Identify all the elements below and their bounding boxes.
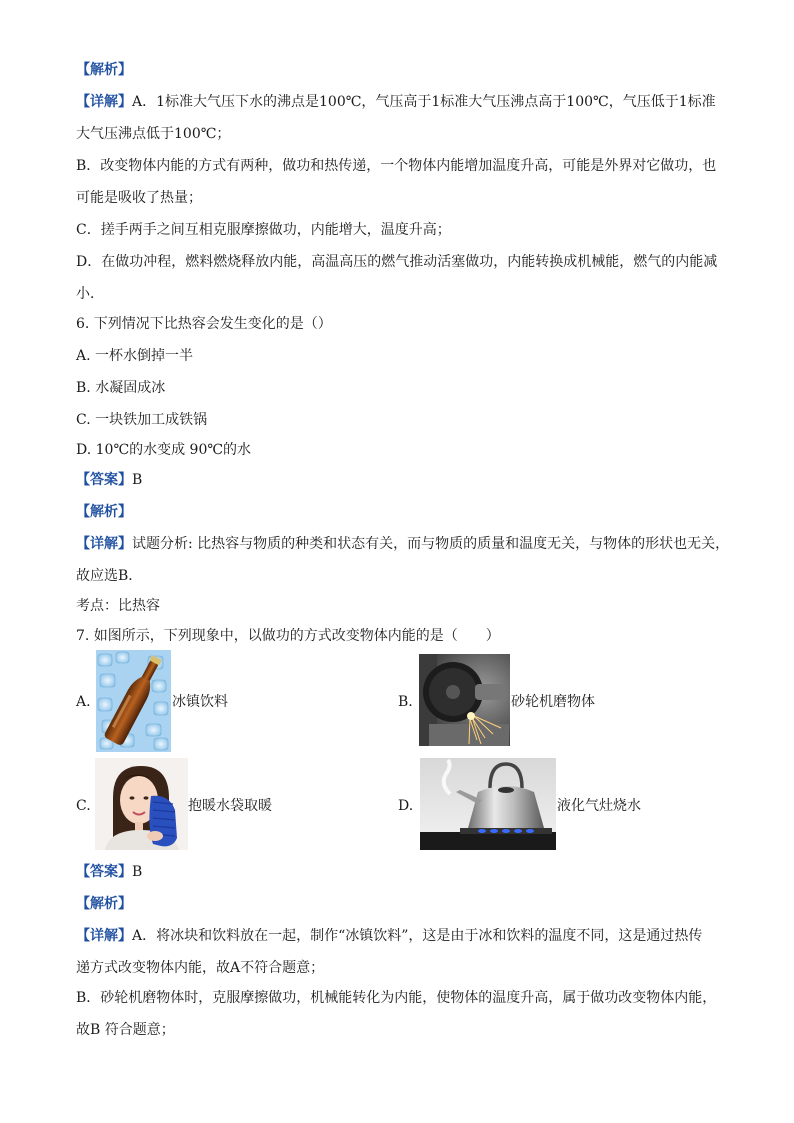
question-6-stem: 6. 下列情况下比热容会发生变化的是（） [76,316,332,332]
detail-label: 【详解】 [76,928,132,944]
answer-label: 【答案】 [76,472,132,488]
q6-option-c: C. 一块铁加工成铁锅 [76,412,208,428]
detail-line-a1 [76,92,716,112]
analysis-label: 【解析】 [76,504,132,520]
q6-option-b: B. 水凝固成冰 [76,380,166,396]
detail-line-c: C．搓手两手之间互相克服摩擦做功，内能增大，温度升高； [76,222,451,238]
grinder-sparks-image [419,654,510,746]
answer-value: B [132,864,143,880]
analysis-label: 【解析】 [76,62,132,78]
q7-option-d-text: 液化气灶烧水 [557,798,641,814]
answer-label: 【答案】 [76,864,132,880]
q7-option-a-text: 冰镇饮料 [172,694,228,710]
detail-label: 【详解】 [76,94,132,110]
detail-line-b2: 可能是吸收了热量； [76,190,202,206]
detail-line-b1: B．改变物体内能的方式有两种，做功和热传递，一个物体内能增加温度升高，可能是外界对它做功，也 [76,158,717,174]
q7-option-b-letter: B. [398,694,413,710]
detail-text: 试题分析: 比热容与物质的种类和状态有关，而与物质的质量和温度无关，与物体的形状也无关， [132,536,730,552]
q7-answer [76,862,142,882]
q6-option-a: A. 一杯水倒掉一半 [76,348,194,364]
q7-detail-line-a2: 递方式改变物体内能，故A不符合题意； [76,960,325,976]
iced-bottle-image [96,650,171,752]
q7-analysis-heading [76,894,132,914]
q7-option-c-text: 抱暖水袋取暖 [188,798,272,814]
q7-option-d-letter: D. [398,798,414,814]
q7-option-a-letter: A. [76,694,91,710]
q6-kaodian: 考点：比热容 [76,598,160,614]
detail-line-a2: 大气压沸点低于100℃； [76,126,231,142]
q6-detail-line-1 [76,534,729,554]
detail-label: 【详解】 [76,536,132,552]
question-7-stem: 7. 如图所示，下列现象中，以做功的方式改变物体内能的是（ ） [76,628,500,644]
q6-detail-line-2: 故应选B． [76,568,143,584]
analysis-heading [76,60,132,80]
detail-line-d1: D．在做功冲程，燃料燃烧释放内能，高温高压的燃气推动活塞做功，内能转换成机械能，燃气的内能减 [76,254,718,270]
woman-hot-water-bag-image [95,758,188,850]
q7-detail-line-b1: B．砂轮机磨物体时，克服摩擦做功，机械能转化为内能，使物体的温度升高，属于做功改变物体内能， [76,990,717,1006]
q7-detail-line-b2: 故B 符合题意； [76,1022,175,1038]
q6-analysis-heading [76,502,132,522]
q6-answer [76,470,142,490]
q7-option-c-letter: C. [76,798,91,814]
kettle-on-stove-image [420,758,556,850]
detail-text: A．1标准大气压下水的沸点是100℃，气压高于1标准大气压沸点高于100℃，气压低于1标准 [132,94,716,110]
q6-option-d: D. 10℃的水变成 90℃的水 [76,442,252,458]
q7-detail-line-a1 [76,926,702,946]
detail-text: A．将冰块和饮料放在一起，制作“冰镇饮料”，这是由于冰和饮料的温度不同，这是通过热传 [132,928,703,944]
answer-value: B [132,472,143,488]
q7-option-b-text: 砂轮机磨物体 [511,694,595,710]
analysis-label: 【解析】 [76,896,132,912]
detail-line-d2: 小． [76,286,104,302]
